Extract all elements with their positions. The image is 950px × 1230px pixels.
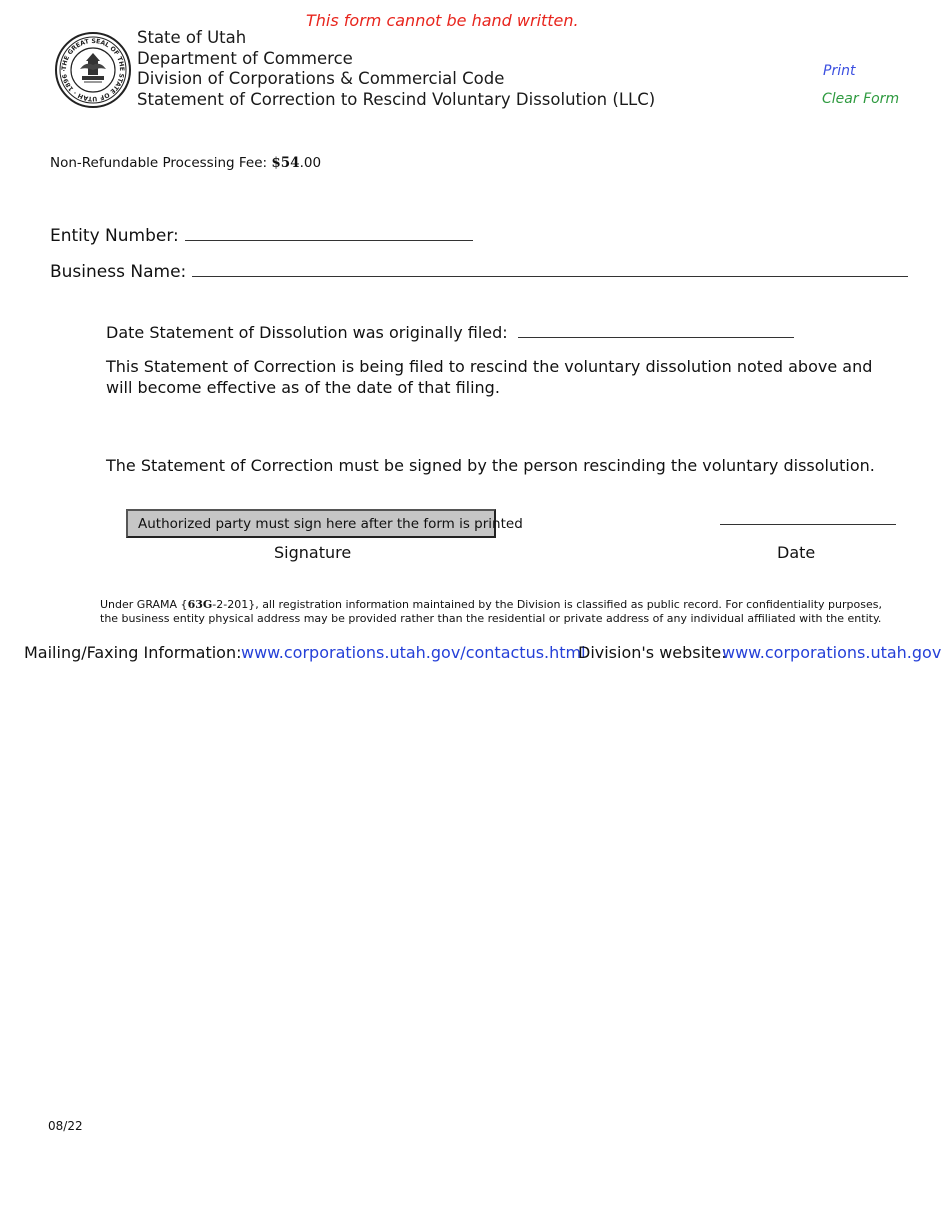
handwriting-warning: This form cannot be hand written. [306, 11, 579, 30]
fee-amount-prefix: $ [271, 155, 281, 171]
date-signed-field[interactable] [720, 524, 896, 525]
grama-line-1: Under GRAMA {63G-2-201}, all registration information maintained by the Division is classified as public record. For confidentiality purposes, [100, 598, 882, 611]
date-filed-label: Date Statement of Dissolution was originally filed: [106, 323, 508, 342]
business-name-label: Business Name: [50, 262, 187, 282]
entity-number-label: Entity Number: [50, 226, 179, 246]
website-label: Division's website: [578, 643, 727, 662]
signature-instruction: The Statement of Correction must be signed by the person rescinding the voluntary dissolution. [106, 456, 875, 475]
business-name-field[interactable] [192, 258, 908, 277]
date-filed-field[interactable] [518, 319, 794, 338]
processing-fee [50, 155, 321, 171]
grama-line-2: the business entity physical address may be provided rather than the residential or private address of any individual affiliated with the entity. [100, 612, 882, 625]
utah-state-seal-icon [54, 31, 132, 109]
signature-label: Signature [274, 543, 352, 562]
svg-text:THE GREAT SEAL OF THE STATE OF: THE GREAT SEAL OF THE STATE OF UTAH · 1896 · [60, 37, 126, 103]
form-title: Statement of Correction to Rescind Voluntary Dissolution (LLC) [137, 90, 656, 109]
contact-us-link[interactable]: www.corporations.utah.gov/contactus.html [241, 643, 586, 662]
entity-number-field[interactable] [185, 222, 473, 241]
signature-field[interactable]: Authorized party must sign here after the form is printed [126, 509, 496, 538]
division-website-link[interactable]: www.corporations.utah.gov [722, 643, 942, 662]
grama-notice [100, 598, 882, 626]
fee-label: Non-Refundable Processing Fee: [50, 155, 272, 171]
date-filed-row [106, 319, 794, 342]
print-button[interactable]: Print [823, 63, 856, 79]
mailing-info-label: Mailing/Faxing Information: [24, 643, 242, 662]
fee-amount-suffix: .00 [299, 155, 322, 171]
header-department: Department of Commerce [137, 49, 353, 68]
correction-statement: This Statement of Correction is being filed to rescind the voluntary dissolution noted above and will become effective as of the date of that filing. [106, 357, 873, 397]
header-division: Division of Corporations & Commercial Code [137, 69, 505, 88]
form-version: 08/22 [48, 1119, 83, 1133]
date-signed-label: Date [777, 543, 816, 562]
business-name-row [50, 258, 908, 282]
header-state: State of Utah [137, 28, 247, 47]
entity-number-row [50, 222, 473, 246]
clear-form-button[interactable]: Clear Form [822, 91, 900, 107]
fee-amount: 54 [280, 155, 300, 171]
